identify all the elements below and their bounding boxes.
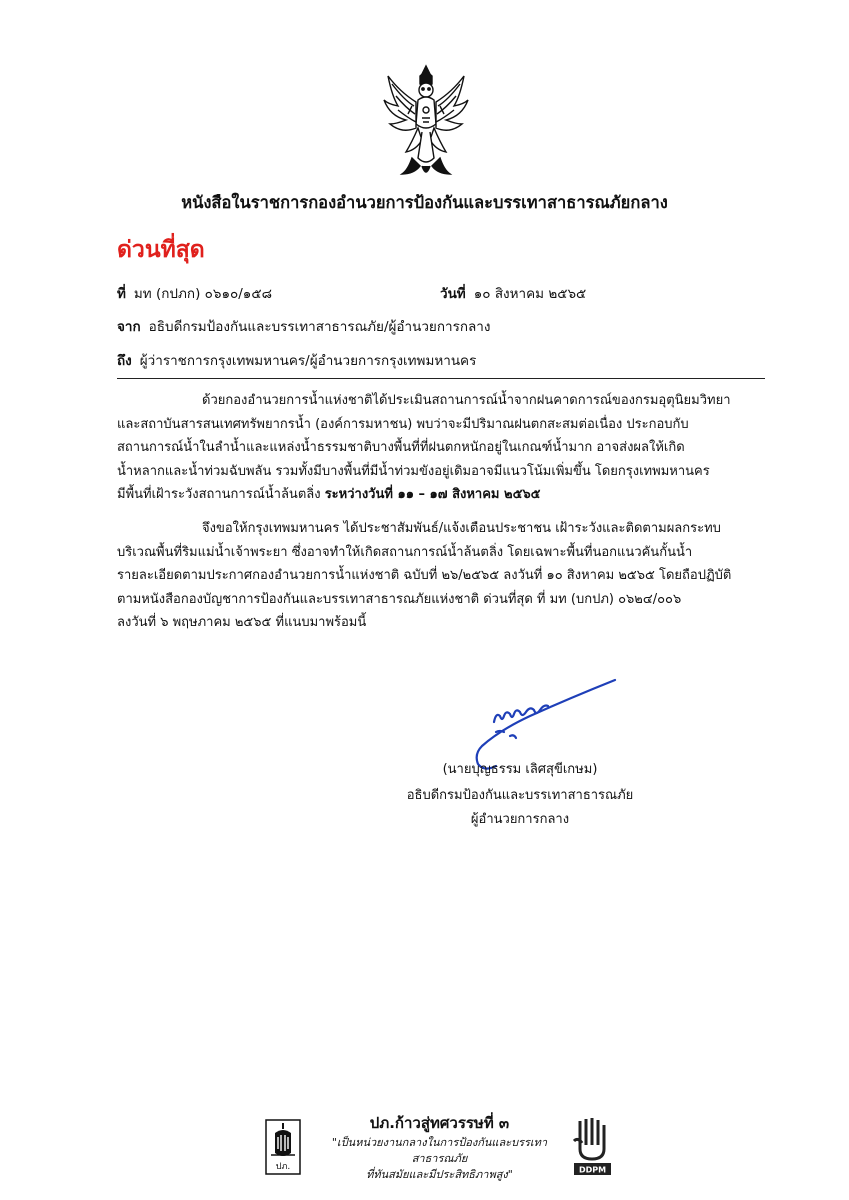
signatory-name: (นายบุญธรรม เลิศสุขีเกษม) [442, 762, 598, 777]
left-logo-text: ปภ. [275, 1162, 291, 1172]
document-title: หนังสือในราชการกองอำนวยการป้องกันและบรรเทาสาธารณภัยกลาง [181, 193, 668, 212]
from-row [117, 315, 490, 337]
reference-value: มท (กปภก) ๐๖๑๐/๑๕๘ [133, 286, 273, 302]
garuda-emblem [382, 62, 470, 180]
paragraph-line: บริเวณพื้นที่ริมแม่น้ำเจ้าพระยา ซึ่งอาจทำให้เกิดสถานการณ์น้ำล้นตลิ่ง โดยเฉพาะพื้นที่นอกแนวคันกั้นน้ำ [117, 544, 693, 560]
slogan-line: "เป็นหน่วยงานกลางในการป้องกันและบรรเทาสาธารณภัย [331, 1136, 548, 1165]
paragraph-line: น้ำหลากและน้ำท่วมฉับพลัน รวมทั้งมีบางพื้นที่มีน้ำท่วมขังอยู่เดิมอาจมีแนวโน้มเพิ่มขึ้น โดยกรุงเทพมหานคร [117, 463, 710, 479]
slogan-line: ที่ทันสมัยและมีประสิทธิภาพสูง" [366, 1168, 513, 1181]
paragraph-line: ตามหนังสือกองบัญชาการป้องกันและบรรเทาสาธารณภัยแห่งชาติ ด่วนที่สุด ที่ มท (บกปภ) ๐๖๒๔/๐๐๖ [117, 591, 682, 607]
signatory-position: อธิบดีกรมป้องกันและบรรเทาสาธารณภัย [406, 788, 634, 803]
right-logo-text: DDPM [578, 1165, 607, 1175]
reference-row [117, 282, 272, 304]
reference-label: ที่ [117, 286, 126, 302]
paragraph-line: สถานการณ์น้ำในลำน้ำและแหล่งน้ำธรรมชาติบางพื้นที่ที่ฝนตกหนักอยู่ในเกณฑ์น้ำมาก อาจส่งผลให้เกิด [117, 440, 685, 455]
body-paragraph-2 [117, 517, 767, 635]
slogan-title: ปภ.ก้าวสู่ทศวรรษที่ ๓ [369, 1114, 510, 1132]
footer-slogan [312, 1111, 567, 1183]
dpm-hand-logo [265, 1119, 301, 1175]
from-value: อธิบดีกรมป้องกันและบรรเทาสาธารณภัย/ผู้อำนวยการกลาง [148, 319, 491, 335]
paragraph-line [117, 483, 767, 507]
body-paragraph-1 [117, 389, 767, 507]
paragraph-line: รายละเอียดตามประกาศกองอำนวยการน้ำแห่งชาติ ฉบับที่ ๒๖/๒๕๖๕ ลงวันที่ ๑๐ สิงหาคม ๒๕๖๕ โดยถือปฏิบัติ [117, 568, 732, 583]
to-label: ถึง [117, 353, 132, 369]
urgency-label: ด่วนที่สุด [117, 237, 205, 263]
watch-period: ระหว่างวันที่ ๑๑ – ๑๗ สิงหาคม ๒๕๖๕ [324, 487, 541, 502]
header-divider [117, 378, 765, 379]
to-value: ผู้ว่าราชการกรุงเทพมหานคร/ผู้อำนวยการกรุงเทพมหานคร [139, 353, 477, 369]
signatory-position-2: ผู้อำนวยการกลาง [470, 812, 570, 827]
to-row [117, 349, 476, 371]
paragraph-line: ลงวันที่ ๖ พฤษภาคม ๒๕๖๕ ที่แนบมาพร้อมนี้ [117, 615, 367, 630]
ddpm-logo [570, 1115, 615, 1177]
paragraph-line: ด้วยกองอำนวยการน้ำแห่งชาติได้ประเมินสถานการณ์น้ำจากฝนคาดการณ์ของกรมอุตุนิยมวิทยา [202, 393, 731, 408]
date-label: วันที่ [440, 286, 466, 302]
paragraph-text: มีพื้นที่เฝ้าระวังสถานการณ์น้ำล้นตลิ่ง [117, 487, 325, 502]
paragraph-line: จึงขอให้กรุงเทพมหานคร ได้ประชาสัมพันธ์/แจ้งเตือนประชาชน เฝ้าระวังและติดตามผลกระทบ [202, 521, 721, 536]
date-value: ๑๐ สิงหาคม ๒๕๖๕ [473, 286, 587, 302]
from-label: จาก [117, 319, 141, 335]
date-row [440, 282, 586, 304]
paragraph-line: และสถาบันสารสนเทศทรัพยากรน้ำ (องค์การมหาชน) พบว่าจะมีปริมาณฝนตกสะสมต่อเนื่อง ประกอบกับ [117, 416, 689, 432]
